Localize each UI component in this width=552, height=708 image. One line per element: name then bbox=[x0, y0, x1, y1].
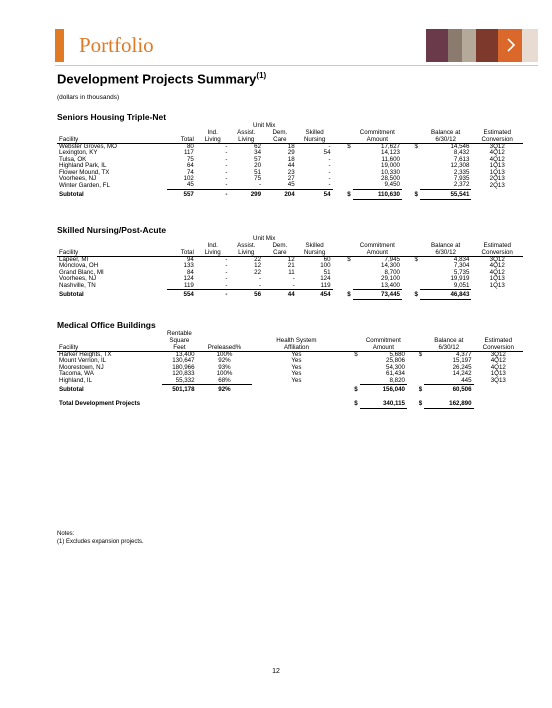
table-cell: Mount Vernon, IL bbox=[59, 357, 107, 365]
table-cell bbox=[402, 242, 420, 249]
table-cell: Voorhees, NJ bbox=[59, 175, 97, 183]
table-cell bbox=[340, 337, 359, 344]
table-cell: 29,100 bbox=[381, 275, 400, 283]
table-cell bbox=[402, 129, 420, 136]
page-title-text: Development Projects Summary bbox=[57, 71, 257, 87]
header-row bbox=[57, 129, 523, 136]
table-cell: 57 bbox=[254, 155, 262, 163]
table-cell: 102 bbox=[183, 175, 194, 183]
table-cell: Subtotal bbox=[59, 190, 84, 198]
table-cell: 26,245 bbox=[452, 363, 472, 371]
table-cell: 56 bbox=[229, 290, 263, 300]
table-cell: - bbox=[328, 162, 331, 170]
table-cell: 64 bbox=[186, 162, 194, 170]
table-cell: 55,541 bbox=[420, 189, 472, 199]
table-cell: 4Q12 bbox=[490, 363, 506, 371]
subtotal-row bbox=[57, 189, 523, 199]
table-cell bbox=[252, 399, 340, 409]
table-cell: Commitment bbox=[359, 242, 395, 249]
table-cell: 14,300 bbox=[381, 262, 400, 270]
table-cell: 299 bbox=[229, 189, 263, 199]
table-cell bbox=[474, 385, 523, 395]
table-cell: 3Q12 bbox=[489, 143, 505, 150]
table-cell: 9,051 bbox=[453, 281, 470, 289]
table-cell: 68% bbox=[218, 376, 231, 384]
table-cell: 554 bbox=[167, 290, 196, 300]
header-color-stripes bbox=[426, 29, 538, 62]
table-cell: 117 bbox=[184, 149, 194, 157]
table-cell bbox=[57, 129, 167, 136]
table-cell bbox=[474, 399, 523, 409]
table-cell bbox=[252, 330, 340, 337]
table-cell: - bbox=[225, 162, 228, 170]
table-cell: 14,546 bbox=[450, 143, 470, 150]
table-cell: 3Q12 bbox=[490, 351, 506, 358]
table-cell: 23 bbox=[287, 168, 295, 176]
table-cell: 22 bbox=[254, 268, 262, 276]
table-cell: Yes bbox=[291, 357, 302, 365]
stripe bbox=[522, 29, 538, 62]
table-cell: - bbox=[225, 256, 228, 263]
table-cell: 7,613 bbox=[453, 155, 470, 163]
table-cell: 75 bbox=[186, 155, 194, 163]
table-cell: Balance at bbox=[431, 242, 461, 249]
table-cell: 45 bbox=[186, 181, 194, 189]
header-accent-tab bbox=[55, 29, 64, 62]
table-cell: Affiliation bbox=[252, 344, 340, 352]
section-title-mob: Medical Office Buildings bbox=[57, 320, 156, 330]
table-cell bbox=[360, 330, 407, 337]
notes bbox=[57, 530, 144, 546]
table-cell: $ bbox=[354, 385, 358, 393]
table-cell: 92% bbox=[197, 385, 253, 395]
table-cell: 4Q12 bbox=[489, 268, 505, 276]
table-cell: 54 bbox=[297, 189, 333, 199]
table-cell: 4,834 bbox=[453, 256, 470, 263]
table-cell: 44 bbox=[287, 162, 295, 170]
table-cell: - bbox=[225, 275, 228, 283]
table-cell: 46,843 bbox=[420, 290, 472, 300]
table-cell: Lapeer, MI bbox=[59, 256, 89, 263]
table-cell: Amount bbox=[353, 136, 402, 144]
table-cell: $ bbox=[414, 256, 418, 263]
table-cell: Grand Blanc, MI bbox=[59, 268, 104, 276]
table-cell: $ bbox=[418, 351, 423, 358]
table-cell: - bbox=[225, 168, 228, 176]
table-cell: Nursing bbox=[297, 136, 333, 144]
table-cell: 162,890 bbox=[424, 399, 473, 409]
table-cell: 124 bbox=[320, 275, 331, 283]
table-cell: Square bbox=[169, 337, 190, 344]
table-cell: 80 bbox=[186, 143, 194, 150]
table-cell: 20 bbox=[254, 162, 262, 170]
table-cell: 1Q13 bbox=[489, 168, 505, 176]
table-cell: 3Q13 bbox=[490, 376, 506, 384]
page-subtitle: (dollars in thousands) bbox=[57, 94, 120, 101]
table-cell: 7,935 bbox=[453, 175, 470, 183]
table-row bbox=[57, 378, 523, 385]
table-cell: Skilled bbox=[305, 129, 324, 136]
subtotal-row bbox=[57, 385, 523, 395]
table-cell: - bbox=[328, 168, 331, 176]
table-cell: $ bbox=[414, 190, 418, 198]
table-cell: 54 bbox=[323, 149, 331, 157]
table-cell: 2,335 bbox=[453, 168, 470, 176]
table-cell: 51 bbox=[323, 268, 331, 276]
table-cell: - bbox=[225, 143, 228, 150]
table-cell: Assist. bbox=[237, 242, 256, 249]
table-cell: 204 bbox=[263, 189, 297, 199]
table-cell: $ bbox=[347, 256, 351, 263]
table-cell: Estimated bbox=[484, 337, 513, 344]
header-title: Portfolio bbox=[79, 33, 154, 57]
table-cell: - bbox=[259, 181, 262, 189]
header-row bbox=[57, 337, 523, 344]
table-cell: 100% bbox=[216, 370, 233, 378]
table-cell: Yes bbox=[291, 376, 302, 384]
table-cell: Amount bbox=[353, 249, 402, 257]
table-cell: 73,445 bbox=[353, 290, 402, 300]
table-cell: Living bbox=[229, 136, 263, 144]
section-title-seniors: Seniors Housing Triple-Net bbox=[57, 112, 167, 122]
table-cell: Moorestown, NJ bbox=[59, 363, 104, 371]
table-cell: Dem. bbox=[272, 129, 288, 136]
table-cell: Winter Garden, FL bbox=[59, 181, 110, 189]
table-row bbox=[57, 182, 523, 189]
table-cell: Nursing bbox=[297, 249, 333, 257]
table-cell: 13,400 bbox=[175, 351, 195, 358]
table-cell: 4Q12 bbox=[489, 262, 505, 270]
table-cell: 9,450 bbox=[384, 181, 400, 189]
table-cell: 100 bbox=[320, 262, 331, 270]
table-cell: 1Q13 bbox=[489, 281, 505, 289]
table-cell: 5,680 bbox=[389, 351, 405, 358]
table-cell: Subtotal bbox=[59, 291, 84, 299]
table-cell bbox=[340, 330, 359, 337]
table-cell: Living bbox=[229, 249, 263, 257]
stripe bbox=[476, 29, 498, 62]
table-cell: 18 bbox=[287, 155, 295, 163]
table-cell: 11 bbox=[288, 268, 295, 276]
table-cell bbox=[162, 399, 196, 409]
table-cell: 6/30/12 bbox=[420, 136, 472, 144]
table-cell: Total Development Projects bbox=[59, 400, 141, 408]
table-cell: - bbox=[328, 175, 331, 183]
table-cell: 120,833 bbox=[172, 370, 195, 378]
table-cell: 84 bbox=[186, 268, 194, 276]
table-cell: 60 bbox=[323, 256, 331, 263]
table-cell: - bbox=[196, 189, 230, 199]
table-cell: 133 bbox=[183, 262, 194, 270]
table-cell: 445 bbox=[461, 376, 472, 384]
table-cell: 94 bbox=[186, 256, 194, 263]
table-cell bbox=[333, 242, 353, 249]
table-cell: Amount bbox=[360, 344, 407, 352]
table-cell: 11,600 bbox=[381, 155, 400, 163]
table-cell: 110,630 bbox=[353, 189, 402, 199]
table-cell: 45 bbox=[287, 181, 295, 189]
table-cell bbox=[167, 129, 196, 136]
table-cell: Dem. bbox=[272, 242, 288, 249]
subtotal-row bbox=[57, 290, 523, 300]
table-cell bbox=[57, 337, 162, 344]
table-cell: - bbox=[225, 281, 228, 289]
table-cell: 54,300 bbox=[386, 363, 405, 371]
table-cell: 93% bbox=[218, 363, 231, 371]
table-cell: 28,500 bbox=[381, 175, 400, 183]
portfolio-header bbox=[55, 29, 538, 62]
table-cell: 18 bbox=[287, 143, 295, 150]
table-cell: Assist. bbox=[237, 129, 256, 136]
table-cell: Highland Park, IL bbox=[59, 162, 107, 170]
table-cell: 156,040 bbox=[360, 385, 407, 395]
table-cell: 13,400 bbox=[381, 281, 400, 289]
table-cell: Balance at bbox=[434, 337, 464, 344]
table-cell: - bbox=[292, 281, 295, 289]
table-cell: 29 bbox=[287, 149, 295, 157]
table-cell: 1Q13 bbox=[489, 275, 505, 283]
table-cell: Facility bbox=[57, 136, 167, 144]
table-cell: Harker Heights, TX bbox=[59, 351, 112, 358]
table-cell: Conversion bbox=[474, 344, 523, 352]
table-cell: Total bbox=[167, 136, 196, 144]
skilled-nursing-table bbox=[57, 235, 523, 300]
table-cell: Ind. bbox=[207, 242, 218, 249]
table-cell: $ bbox=[418, 385, 423, 393]
table-cell: Facility bbox=[57, 249, 167, 257]
table-cell: Rentable bbox=[167, 330, 192, 337]
table-cell: Yes bbox=[291, 351, 302, 358]
header-row bbox=[57, 344, 523, 352]
table-cell: - bbox=[328, 155, 331, 163]
group-header: Unit Mix bbox=[253, 122, 276, 129]
table-cell: Total bbox=[167, 249, 196, 257]
table-cell: Estimated bbox=[483, 242, 511, 249]
table-cell: Preleased% bbox=[197, 344, 253, 352]
table-cell: 34 bbox=[254, 149, 262, 157]
table-cell: 6/30/12 bbox=[420, 249, 472, 257]
page-title bbox=[57, 71, 266, 86]
table-cell: - bbox=[292, 275, 295, 283]
table-cell bbox=[333, 129, 353, 136]
table-cell bbox=[471, 290, 523, 300]
table-cell bbox=[197, 399, 253, 409]
chevron-right-icon bbox=[506, 38, 516, 52]
table-cell: 119 bbox=[184, 281, 194, 289]
table-cell: 61,434 bbox=[386, 370, 405, 378]
table-cell: 501,178 bbox=[162, 385, 196, 395]
table-cell: - bbox=[328, 181, 331, 189]
table-cell: 340,115 bbox=[360, 399, 407, 409]
table-cell: Care bbox=[263, 249, 297, 257]
table-cell: Skilled bbox=[305, 242, 324, 249]
table-cell: Commitment bbox=[359, 129, 395, 136]
table-cell bbox=[197, 330, 253, 337]
table-cell: Tulsa, OK bbox=[59, 155, 87, 163]
table-cell: $ bbox=[354, 351, 358, 358]
table-cell: 4Q12 bbox=[489, 149, 505, 157]
stripe bbox=[462, 29, 476, 62]
table-cell: $ bbox=[414, 143, 418, 150]
table-cell: 15,197 bbox=[452, 357, 472, 365]
table-cell: Highland, IL bbox=[59, 376, 93, 384]
group-header: Unit Mix bbox=[253, 235, 276, 242]
table-cell: Feet bbox=[162, 344, 196, 352]
table-cell: 3Q12 bbox=[489, 256, 505, 263]
notes-label: Notes: bbox=[57, 531, 75, 537]
table-cell: 62 bbox=[254, 143, 262, 150]
table-cell: 22 bbox=[254, 256, 262, 263]
table-cell: 1Q13 bbox=[489, 162, 505, 170]
table-cell: 19,919 bbox=[450, 275, 470, 283]
medical-office-table bbox=[57, 330, 523, 409]
page-number: 12 bbox=[272, 668, 280, 675]
table-cell: 8,820 bbox=[389, 376, 405, 384]
table-cell bbox=[402, 283, 420, 290]
table-cell: - bbox=[225, 155, 228, 163]
table-cell: 8,700 bbox=[384, 268, 400, 276]
table-cell: 55,332 bbox=[175, 376, 195, 384]
section-title-skilled: Skilled Nursing/Post-Acute bbox=[57, 225, 167, 235]
table-cell: Living bbox=[196, 249, 230, 257]
table-cell: 2,372 bbox=[453, 181, 470, 189]
table-cell: $ bbox=[347, 143, 351, 150]
table-cell: 8,432 bbox=[453, 149, 470, 157]
table-cell: 14,123 bbox=[381, 149, 400, 157]
table-cell: 12 bbox=[287, 256, 295, 263]
table-cell: 12 bbox=[254, 262, 262, 270]
footnote-ref: (1) bbox=[256, 71, 267, 80]
table-cell bbox=[407, 330, 424, 337]
table-cell bbox=[252, 385, 340, 395]
table-cell: 60,506 bbox=[424, 385, 473, 395]
table-cell: Monclova, OH bbox=[59, 262, 99, 270]
table-cell: - bbox=[225, 268, 228, 276]
table-cell: 6/30/12 bbox=[424, 344, 473, 352]
table-cell: 557 bbox=[167, 189, 196, 199]
table-cell: 5,735 bbox=[453, 268, 470, 276]
total-row bbox=[57, 399, 523, 409]
table-cell: Balance at bbox=[431, 129, 461, 136]
table-cell: Lexington, KY bbox=[59, 149, 98, 157]
table-cell: 25,806 bbox=[386, 357, 405, 365]
table-cell: 4Q12 bbox=[489, 155, 505, 163]
table-cell: $ bbox=[418, 400, 423, 408]
table-cell: Commitment bbox=[365, 337, 401, 344]
stripe-arrow bbox=[498, 29, 522, 62]
table-cell: 92% bbox=[218, 357, 231, 365]
table-row bbox=[57, 283, 523, 290]
table-cell bbox=[407, 378, 424, 385]
table-cell bbox=[197, 337, 253, 344]
table-cell bbox=[333, 283, 353, 290]
table-cell: $ bbox=[347, 190, 351, 198]
table-cell: 27 bbox=[287, 175, 295, 183]
table-cell: Facility bbox=[57, 344, 162, 352]
table-cell bbox=[407, 337, 424, 344]
table-cell: 19,000 bbox=[381, 162, 400, 170]
table-cell: 74 bbox=[186, 168, 194, 176]
table-cell: - bbox=[196, 290, 230, 300]
table-cell: - bbox=[225, 181, 228, 189]
header-rule bbox=[55, 65, 538, 66]
table-cell: Subtotal bbox=[59, 385, 84, 393]
table-cell: 119 bbox=[320, 281, 331, 289]
stripe bbox=[448, 29, 462, 62]
table-cell bbox=[167, 242, 196, 249]
table-cell: 7,304 bbox=[453, 262, 470, 270]
table-cell: 100% bbox=[216, 351, 233, 358]
stripe bbox=[426, 29, 448, 62]
table-cell: 1Q13 bbox=[490, 370, 506, 378]
table-cell: 454 bbox=[297, 290, 333, 300]
header-row bbox=[57, 242, 523, 249]
table-cell: - bbox=[259, 275, 262, 283]
table-cell bbox=[471, 189, 523, 199]
table-cell: Tacoma, WA bbox=[59, 370, 94, 378]
table-cell: 180,966 bbox=[172, 363, 195, 371]
table-cell bbox=[57, 242, 167, 249]
table-cell: 4,377 bbox=[456, 351, 472, 358]
table-cell: Estimated bbox=[483, 129, 511, 136]
seniors-housing-table bbox=[57, 122, 523, 200]
table-cell: - bbox=[328, 143, 331, 150]
table-cell: - bbox=[225, 175, 228, 183]
table-cell: 130,647 bbox=[172, 357, 195, 365]
table-cell: Nashville, TN bbox=[59, 281, 96, 289]
table-cell: 2Q13 bbox=[489, 175, 505, 183]
table-cell: 12,308 bbox=[450, 162, 470, 170]
table-cell bbox=[333, 182, 353, 189]
table-cell: Yes bbox=[291, 363, 302, 371]
table-cell: 44 bbox=[263, 290, 297, 300]
table-cell: Health System bbox=[276, 337, 317, 344]
table-cell: - bbox=[225, 149, 228, 157]
table-cell: $ bbox=[347, 291, 351, 299]
header-row bbox=[57, 330, 523, 337]
table-cell: $ bbox=[354, 400, 358, 408]
table-cell: 14,242 bbox=[452, 370, 472, 378]
table-cell: 2Q13 bbox=[489, 181, 505, 189]
table-cell: - bbox=[225, 262, 228, 270]
table-cell bbox=[424, 330, 473, 337]
table-cell: Living bbox=[196, 136, 230, 144]
table-cell: 4Q12 bbox=[490, 357, 506, 365]
table-cell: Conversion bbox=[471, 249, 523, 257]
table-cell bbox=[402, 182, 420, 189]
table-cell: $ bbox=[414, 291, 418, 299]
table-cell: Voorhees, NJ bbox=[59, 275, 97, 283]
table-cell: 21 bbox=[287, 262, 295, 270]
table-cell: 10,330 bbox=[381, 168, 400, 176]
table-cell: 124 bbox=[183, 275, 194, 283]
table-cell: Ind. bbox=[207, 129, 218, 136]
table-cell: Yes bbox=[291, 370, 302, 378]
table-cell: 7,945 bbox=[384, 256, 400, 263]
table-cell bbox=[340, 378, 359, 385]
table-cell: 17,627 bbox=[381, 143, 400, 150]
table-cell: 75 bbox=[254, 175, 262, 183]
table-cell: Webster Groves, MO bbox=[59, 143, 117, 150]
table-cell bbox=[57, 330, 162, 337]
table-cell: Conversion bbox=[471, 136, 523, 144]
note-item: (1) Excludes expansion projects. bbox=[57, 539, 144, 545]
table-cell: - bbox=[259, 281, 262, 289]
table-cell: Care bbox=[263, 136, 297, 144]
table-cell: 51 bbox=[254, 168, 262, 176]
table-cell: Flower Mound, TX bbox=[59, 168, 110, 176]
